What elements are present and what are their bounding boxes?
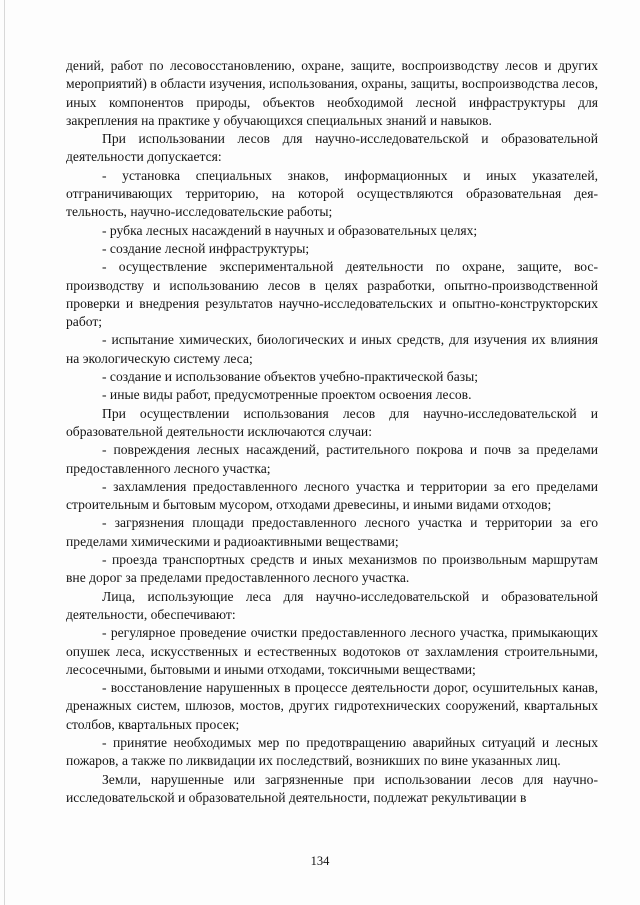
paragraph: - восстановление нарушенных в процессе деятельности дорог, осушительных канав, дренажных систем, шлюзов, мостов, других гидротехнических сооружений, квартальных столбов, квартальных просек; <box>66 680 598 732</box>
paragraph: - захламления предоставленного лесного участка и территории за его пределами строительным и бытовым мусором, отходами древесины, и иными видами отходов; <box>66 478 598 513</box>
paragraph: Лица, использующие леса для научно-исследовательской и образовательной деятельности, обеспечивают: <box>66 588 598 622</box>
paragraph: - повреждения лесных насаждений, растительного покрова и почв за пределами предоставленного лесного участка; <box>66 442 598 476</box>
paragraph: - регулярное проведение очистки предоставленного лесного участка, примыкающих опушек леса, искусственных и естественных водотоков от захламления строительными, лесосечными, бытовыми и иными отходами, токсичными веществами; <box>66 625 598 677</box>
paragraph: - загрязнения площади предоставленного лесного участка и территории за его пределами химическими и радиоактивными веществами; <box>66 515 598 549</box>
paragraph: - иные виды работ, предусмотренные проектом освоения лесов. <box>102 387 472 403</box>
paragraph: - осуществление экспериментальной деятельности по охране, защите, вос-производству и использованию лесов в целях разработки, опытно-производственной проверки и внедрения результатов научно-исследовательских и опытно-конструкторских работ; <box>66 259 598 330</box>
paragraph: При осуществлении использования лесов для научно-исследовательской и образовательной деятельности исключаются случаи: <box>66 405 598 439</box>
paragraph: - рубка лесных насаждений в научных и образовательных целях; <box>102 222 478 238</box>
paragraph: - установка специальных знаков, информационных и иных указателей, отграничивающих территорию, на которой осуществляются образовательная дея-тельность, научно-исследовательские работы; <box>66 167 598 220</box>
paragraph: Земли, нарушенные или загрязненные при использовании лесов для научно-исследовательской и образовательной деятельности, подлежат рекультивации в <box>66 771 598 805</box>
paragraph: дений, работ по лесовосстановлению, охране, защите, воспроизводству лесов и других мероприятий) в области изучения, использования, охраны, защиты, воспроизводства лесов, иных компонентов природы, объектов необходимой лесной инфраструктуры для закрепления на практике у обучающихся специальных знаний и навыков. <box>66 58 598 128</box>
paragraph: - испытание химических, биологических и иных средств, для изучения их влияния на экологическую систему леса; <box>66 332 598 366</box>
paragraph: - проезда транспортных средств и иных механизмов по произвольным маршрутам вне дорог за пределами предоставленного лесного участка. <box>66 552 598 586</box>
page-number: 134 <box>310 854 330 868</box>
body-text <box>66 57 598 807</box>
scan-edge-line <box>4 0 5 905</box>
paragraph: - создание лесной инфраструктуры; <box>102 240 310 256</box>
paragraph: - создание и использование объектов учебно-практической базы; <box>102 369 479 385</box>
paragraph: - принятие необходимых мер по предотвращению аварийных ситуаций и лесных пожаров, а также по ликвидации их последствий, возникших по вине указанных лиц. <box>66 734 598 769</box>
paragraph: При использовании лесов для научно-исследовательской и образовательной деятельности допускается: <box>66 131 598 165</box>
